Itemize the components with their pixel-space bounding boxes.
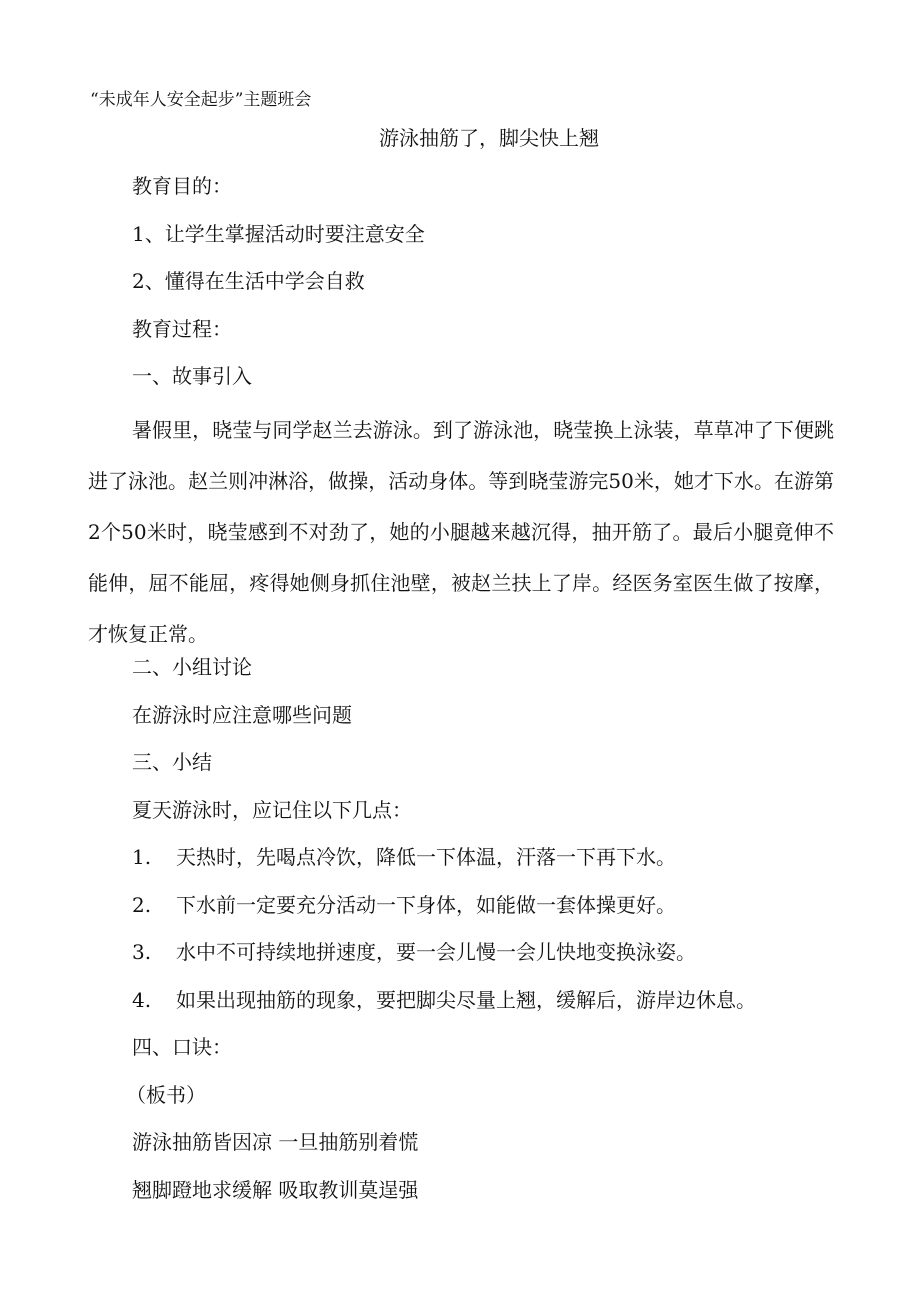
summary-point [132, 891, 676, 919]
discussion-heading: 二、小组讨论 [132, 655, 252, 679]
document-title: 游泳抽筋了，脚尖快上翘 [379, 126, 599, 150]
theme-line: “未成年人安全起步”主题班会 [90, 90, 312, 110]
summary-point [132, 843, 676, 871]
purpose-item: 1、让学生掌握活动时要注意安全 [132, 222, 425, 246]
point-number: 3. [132, 940, 152, 964]
point-text: 水中不可持续地拼速度，要一会儿慢一会儿快地变换泳姿。 [176, 940, 696, 964]
point-text: 如果出现抽筋的现象，要把脚尖尽量上翘，缓解后，游岸边休息。 [176, 988, 756, 1012]
point-text: 下水前一定要充分活动一下身体，如能做一套体操更好。 [176, 893, 676, 917]
story-heading: 一、故事引入 [132, 364, 252, 388]
purpose-item: 2、懂得在生活中学会自救 [132, 269, 365, 293]
summary-intro: 夏天游泳时，应记住以下几点： [132, 798, 412, 822]
summary-heading: 三、小结 [132, 750, 212, 774]
story-paragraph: 暑假里，晓莹与同学赵兰去游泳。到了游泳池，晓莹换上泳装，草草冲了下便跳进了泳池。赵兰则冲淋浴，做操，活动身体。等到晓莹游完50米，她才下水。在游第2个50米时，晓莹感到不对劲了，她的小腿越来越沉得，抽开筋了。最后小腿竟伸不能伸，屈不能屈，疼得她侧身抓住池壁，被赵兰扶上了岸。经医务室医生做了按摩，才恢复正常。 [88, 418, 834, 646]
summary-point [132, 986, 756, 1014]
point-number: 1. [132, 845, 152, 869]
rhyme-line: 翘脚蹬地求缓解 吸取教训莫逞强 [132, 1178, 419, 1202]
rhyme-line: 游泳抽筋皆因凉 一旦抽筋别着慌 [132, 1130, 419, 1154]
board-label: （板书） [126, 1083, 206, 1107]
point-number: 2. [132, 893, 152, 917]
discussion-question: 在游泳时应注意哪些问题 [132, 703, 352, 727]
process-heading: 教育过程： [132, 317, 232, 341]
purpose-heading: 教育目的： [132, 174, 232, 198]
point-number: 4. [132, 988, 152, 1012]
rhyme-heading: 四、口诀： [132, 1035, 232, 1059]
summary-point [132, 938, 696, 966]
point-text: 天热时，先喝点冷饮，降低一下体温，汗落一下再下水。 [176, 845, 676, 869]
